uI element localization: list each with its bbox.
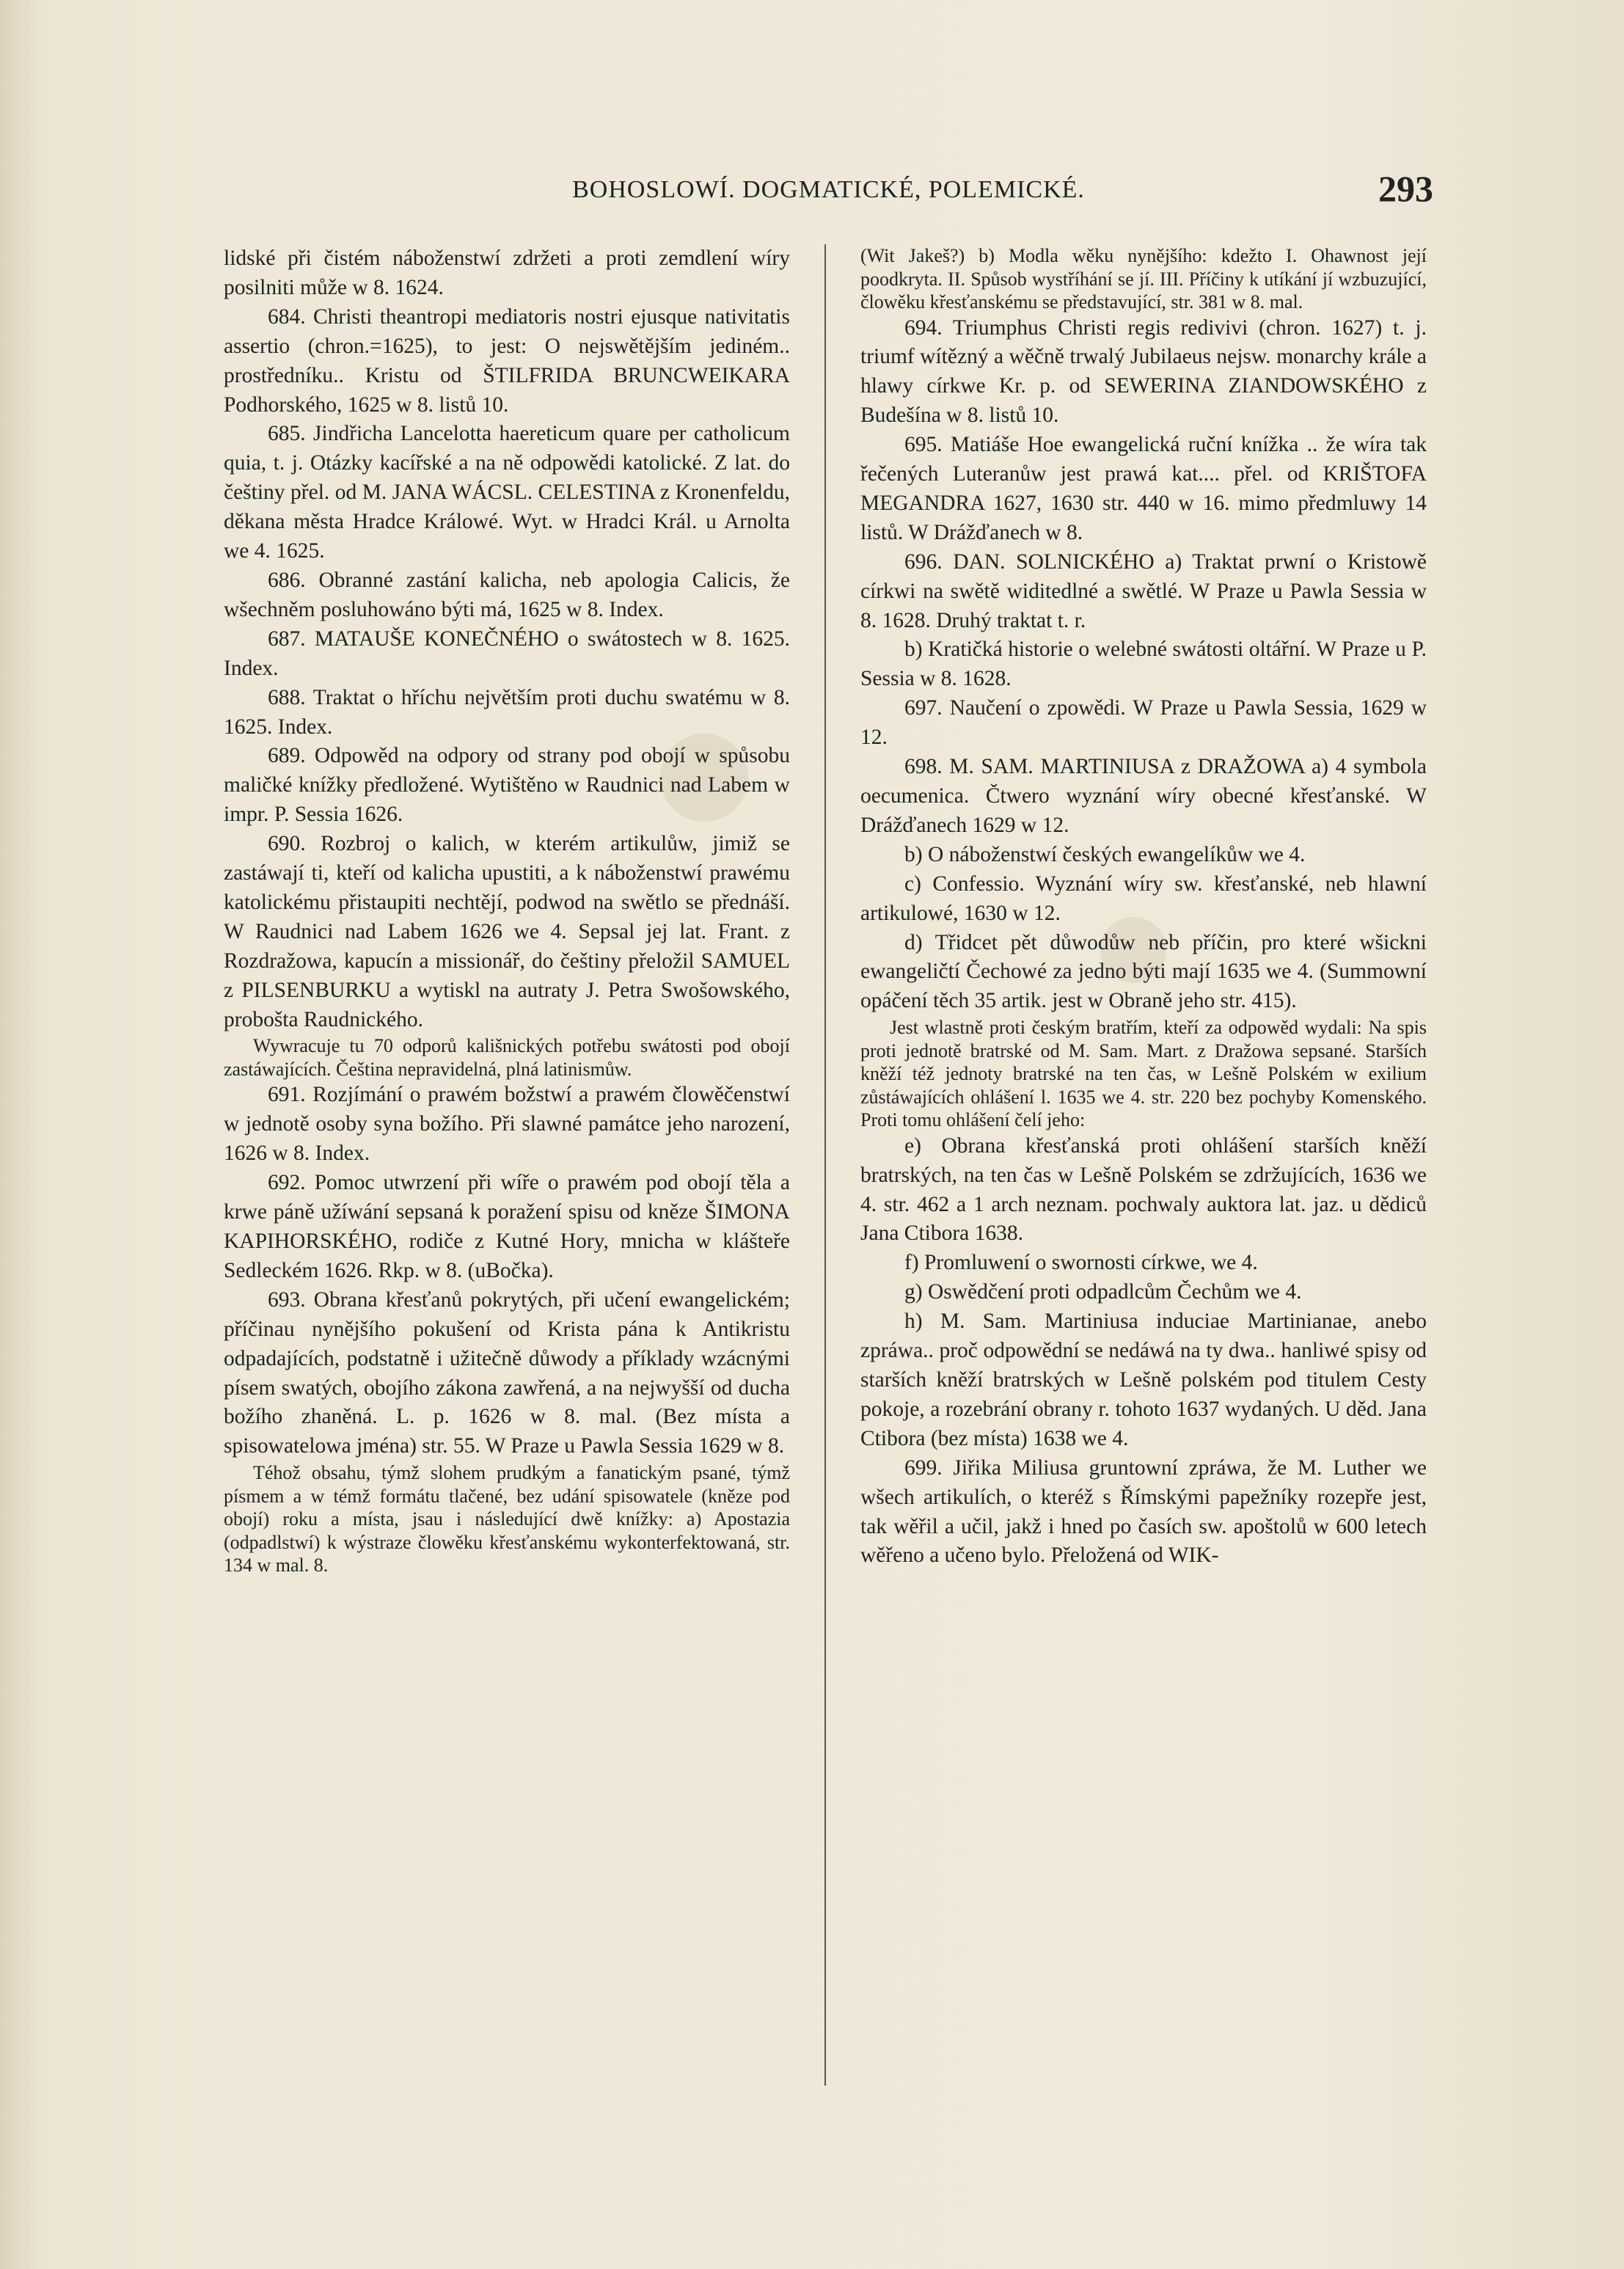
catalog-entry: 697. Naučení o zpowědi. W Praze u Pawla Sessia, 1629 w 12. [860,696,1427,750]
catalog-entry: 695. Matiáše Hoe ewangelická ruční knížka .. že wíra tak řečených Luteranůw jest prawá kat.... přel. od KRIŠTOFA MEGANDRA 1627, 1630 str. 440 w 16. mimo předmluwy 14 listů. W Drážďanech w 8. [860,433,1427,544]
catalog-subentry: d) Třidcet pět důwodůw neb příčin, pro které wšickni ewangeličtí Čechowé za jedno býti mají 1635 we 4. (Summowní opáčení těch 35 artik. jest w Obraně jeho str. 415). [860,930,1427,1013]
left-column [224,244,790,1577]
catalog-subentry: c) Confessio. Wyznání wíry sw. křesťanské, neb hlawní artikulowé, 1630 w 12. [860,872,1427,925]
catalog-entry: 689. Odpowěd na odpory od strany pod obojí w spůsobu maličké knížky předložené. Wytištěno w Raudnici nad Labem w impr. P. Sessia 1626. [224,744,790,827]
catalog-note: Wywracuje tu 70 odporů kališnických potřebu swátosti pod obojí zastáwajících. Čeština nepravidelná, plná latinismůw. [224,1035,790,1080]
catalog-note: (Wit Jakeš?) b) Modla wěku nynějšího: kdežto I. Ohawnost její poodkryta. II. Spůsob wystříhání se jí. III. Příčiny k utíkání jí wzbuzující, člowěku křesťanskému se představující, str. 381 w 8. mal. [860,245,1427,313]
catalog-entry: 688. Traktat o hříchu největším proti duchu swatému w 8. 1625. Index. [224,685,790,739]
running-head: BOHOSLOWÍ. DOGMATICKÉ, POLEMICKÉ. [572,176,1085,203]
catalog-entry: 692. Pomoc utwrzení při wíře o prawém pod obojí těla a krwe páně užíwání sepsaná k poražení spisu od kněze ŠIMONA KAPIHORSKÉHO, rodiče z Kutné Hory, mnicha w klášteře Sedleckém 1626. Rkp. w 8. (uBočka). [224,1171,790,1282]
catalog-subentry: b) Kratičká historie o welebné swátosti oltářní. W Praze u P. Sessia w 8. 1628. [860,637,1427,691]
catalog-entry: 696. DAN. SOLNICKÉHO a) Traktat prwní o Kristowě církwi na swětě widitedlné a swětlé. W Praze u Pawla Sessia w 8. 1628. Druhý traktat t. r. [860,549,1427,632]
catalog-note: Téhož obsahu, týmž slohem prudkým a fanatickým psané, týmž písmem a w témž formátu tlačené, bez udání spisowatele (kněze pod obojí) roku a místa, jsau i následující dwě knížky: a) Apostazia (odpadlstwí) k wýstraze člowěku křesťanskému wykonterfektowaná, str. 134 w mal. 8. [224,1462,790,1576]
catalog-entry: 693. Obrana křesťanů pokrytých, při učení ewangelickém; příčinau nynějšího pokušení od Krista pána k Antikristu odpadajících, podstatně i užitečně důwody a příklady wzácnými písem swatých, obojího zákona zawřená, a na nejwyšší od ducha božího zhaněná. L. p. 1626 w 8. mal. (Bez místa a spisowatelowa jména) str. 55. W Praze u Pawla Sessia 1629 w 8. [224,1287,790,1458]
page-number: 293 [1378,168,1433,209]
catalog-subentry: h) M. Sam. Martiniusa induciae Martinianae, anebo zpráwa.. proč odpowědní se nedáwá na ty dwa.. hanliwé spisy od starších kněží bratrských w Lešně polském pod titulem Cesty pokoje, a rozebrání obrany r. tohoto 1637 wydaných. U děd. Jana Ctibora (bez místa) 1638 we 4. [860,1309,1427,1450]
catalog-entry: 691. Rozjímání o prawém božstwí a prawém člowěčenstwí w jednotě osoby syna božího. Při slawné památce jeho narození, 1626 w 8. Index. [224,1083,790,1166]
catalog-entry: 690. Rozbroj o kalich, w kterém artikulůw, jimiž se zastáwají ti, kteří od kalicha upustiti, a k náboženstwí prawému katolickému přistaupiti nechtějí, podwod na swětlo se přednáší. W Raudnici nad Labem 1626 we 4. Sepsal jej lat. Frant. z Rozdražowa, kapucín a missionář, do češtiny přeložil SAMUEL z PILSENBURKU a wytiskl na autraty J. Petra Swošowského, probošta Raudnického. [224,832,790,1031]
catalog-subentry: b) O náboženstwí českých ewangelíkůw we 4. [904,842,1306,866]
catalog-subentry: e) Obrana křesťanská proti ohlášení starších kněží bratrských, na ten čas w Lešně Polském se zdržujících, 1636 we 4. str. 462 a 1 arch neznam. pochwaly auktora lat. jaz. u dědiců Jana Ctibora 1638. [860,1133,1427,1246]
catalog-subentry: g) Oswědčení proti odpadlcům Čechům we 4. [904,1280,1302,1304]
catalog-entry: 686. Obranné zastání kalicha, neb apologia Calicis, že wšechněm posluhowáno býti má, 1625 w 8. Index. [224,568,790,621]
column-divider [824,244,826,2086]
catalog-note: Jest wlastně proti českým bratřím, kteří za odpowěd wydali: Na spis proti jednotě bratrské od M. Sam. Mart. z Dražowa sepsané. Starších kněží též jednoty bratrské na ten čas, w Lešně Polském w exilium zůstáwajících ohlášení l. 1635 we 4. str. 220 bez pochyby Komenského. Proti tomu ohlášení čelí jeho: [860,1017,1427,1131]
catalog-entry: 694. Triumphus Christi regis redivivi (chron. 1627) t. j. triumf wítězný a wěčně trwalý Jubilaeus nejsw. monarchy krále a hlawy církwe Kr. p. od SEWERINA ZIANDOWSKÉHO z Budešína w 8. listů 10. [860,315,1427,428]
right-column [860,244,1427,1571]
catalog-entry: 698. M. SAM. MARTINIUSA z DRAŽOWA a) 4 symbola oecumenica. Čtwero wyznání wíry obecné křesťanské. W Drážďanech 1629 w 12. [860,755,1427,837]
catalog-subentry: f) Promluwení o swornosti církwe, we 4. [904,1251,1258,1275]
text-paragraph: lidské při čistém náboženstwí zdržeti a proti zemdlení wíry posilniti může w 8. 1624. [224,246,790,299]
catalog-entry: 699. Jiřika Miliusa gruntowní zpráwa, že M. Luther we wšech artikulích, o kteréž s Římskými papežníky rozepře jest, tak wěřil a učil, jakž i hned po časích sw. apoštolů w 600 letech wěřeno a učeno bylo. Přeložená od WIK- [860,1455,1427,1568]
catalog-entry: 685. Jindřicha Lancelotta haereticum quare per catholicum quia, t. j. Otázky kacířské a na ně odpowědi katolické. Z lat. do češtiny přel. od M. JANA WÁCSL. CELESTINA z Kronenfeldu, děkana města Hradce Králowé. Wyt. w Hradci Král. u Arnolta we 4. 1625. [224,422,790,563]
catalog-entry: 684. Christi theantropi mediatoris nostri ejusque nativitatis assertio (chron.=1625), to jest: O nejswětějším jediném.. prostředníku.. Kristu od ŠTILFRIDA BRUNCWEIKARA Podhorského, 1625 w 8. listů 10. [224,304,790,417]
page-header [224,167,1433,211]
catalog-entry: 687. MATAUŠE KONEČNÉHO o swátostech w 8. 1625. Index. [224,626,790,680]
